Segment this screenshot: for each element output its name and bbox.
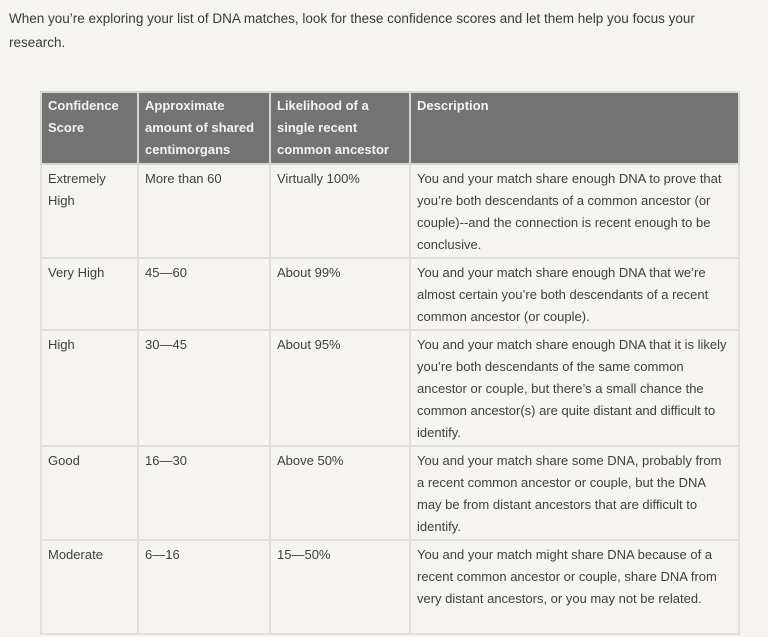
cell-description: You and your match share enough DNA that it is likely you’re both descendants of the same common ancestor or couple, but there’s a small chance the common ancestor(s) are quite distant and difficult to identify. (410, 330, 739, 446)
cell-likelihood: About 95% (270, 330, 410, 446)
cell-score: Good (41, 446, 138, 540)
cell-description: You and your match share some DNA, probably from a recent common ancestor or couple, but the DNA may be from distant ancestors that are difficult to identify. (410, 446, 739, 540)
cell-score: High (41, 330, 138, 446)
cell-score: Moderate (41, 540, 138, 634)
cell-centimorgans: 30—45 (138, 330, 270, 446)
cell-centimorgans: 6—16 (138, 540, 270, 634)
table-row (41, 446, 739, 540)
table-row (41, 540, 739, 634)
cell-likelihood: About 99% (270, 258, 410, 330)
cell-likelihood: 15—50% (270, 540, 410, 634)
cell-score: Very High (41, 258, 138, 330)
confidence-score-table (40, 91, 740, 635)
cell-likelihood: Above 50% (270, 446, 410, 540)
cell-description: You and your match share enough DNA that we’re almost certain you’re both descendants of a recent common ancestor (or couple). (410, 258, 739, 330)
cell-score: Extremely High (41, 164, 138, 258)
cell-centimorgans: More than 60 (138, 164, 270, 258)
cell-description: You and your match share enough DNA to prove that you’re both descendants of a common ancestor (or couple)--and the connection is recent enough to be conclusive. (410, 164, 739, 258)
table-row (41, 258, 739, 330)
cell-likelihood: Virtually 100% (270, 164, 410, 258)
intro-paragraph: When you’re exploring your list of DNA matches, look for these confidence scores and let them help you focus your research. (9, 11, 695, 50)
table-header-row (41, 92, 739, 164)
table-row (41, 330, 739, 446)
header-shared-centimorgans: Approximate amount of shared centimorgans (138, 92, 270, 164)
header-confidence-score: Confidence Score (41, 92, 138, 164)
cell-description: You and your match might share DNA because of a recent common ancestor or couple, share DNA from very distant ancestors, or you may not be related. (410, 540, 739, 634)
table-row (41, 164, 739, 258)
header-likelihood: Likelihood of a single recent common ancestor (270, 92, 410, 164)
cell-centimorgans: 45—60 (138, 258, 270, 330)
header-description: Description (410, 92, 739, 164)
cell-centimorgans: 16—30 (138, 446, 270, 540)
